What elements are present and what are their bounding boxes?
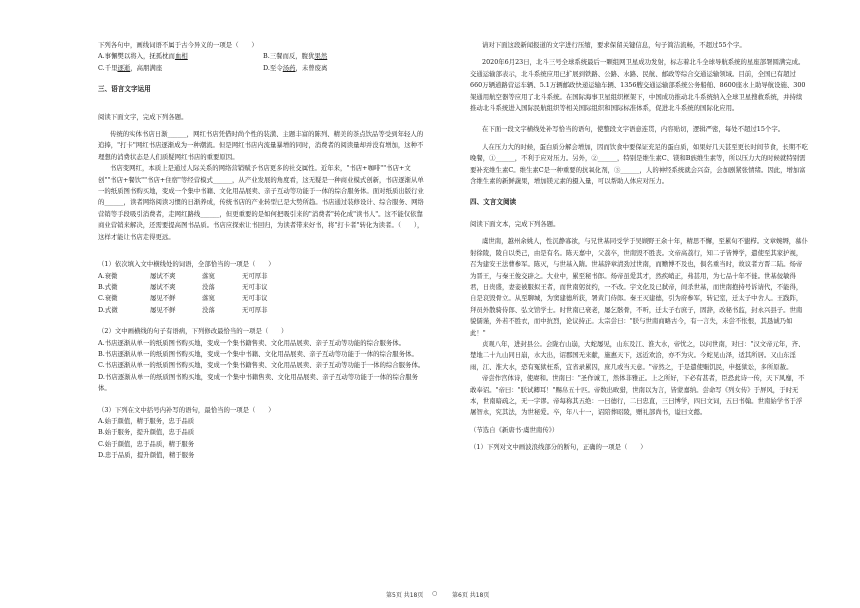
footer-separator: ○ <box>432 590 438 597</box>
question-3-stem: （3）下列在文中括号内补写的语句，最恰当的一项是（ ） <box>98 405 275 414</box>
q1-option-a: A.衰微 屡试不爽 落寞 无可厚非 <box>98 271 268 280</box>
right-column <box>470 40 808 454</box>
option-a: A.事懈樊以将入，抚孤枕而血相 <box>98 52 188 61</box>
question-1-stem: （1）依次填入文中横线处的词语，全部恰当的一项是（ ） <box>98 260 275 269</box>
q3-option-d: D.忠于品质，提升颜值，精于服务 <box>98 451 195 460</box>
q3-option-a: A.始于颜值，精于服务，忠于品质 <box>98 416 195 425</box>
q3-option-c: C.始于颜值，忠于品质，精于服务 <box>98 439 195 448</box>
section-heading-language: 三、语言文字运用 <box>98 85 151 94</box>
classical-paragraph-2: 贞观八年，进封县公。会陇右山崩，大蛇屡见，山东及江、淮大水，帝忧之，以问世南，对曰："汉文帝元年，齐、楚地二十九山同日崩，水大出，诏郡国无来献，施惠天下，远近欢洽，亦不为灾。今蛇见山泽，适其所居。又山东淫雨，江、淮大水，恐有冤狱枉系，宜省录累囚，庶几或当天意。"帝然之，于是遣使赈饥民，申挺狱讼，多所原赦。 <box>470 339 805 371</box>
q1-option-d: D.式微 屡见不鲜 没落 无可厚非 <box>98 305 268 314</box>
q3-option-b: B.始于服务，提升颜值，忠于品质 <box>98 428 195 437</box>
q1-option-b: B.式微 屡试不爽 没落 无可非议 <box>98 282 268 291</box>
option-d: D.至令汤药，未曾废离 <box>263 63 328 72</box>
page-number-right: 第6页 共18页 <box>452 592 490 599</box>
source-note: （节选自《新唐书·虞世南传》） <box>470 425 559 434</box>
q1-option-c: C.衰微 屡见不鲜 落寞 无可非议 <box>98 294 268 303</box>
question-1-options <box>98 271 428 317</box>
section-heading-classical: 四、文言文阅读 <box>470 198 517 207</box>
classical-paragraph-1: 虞世南，越州余姚人，性沉静寡欲，与兄世基同受学于吴顾野王余十年，精思不懈，至累旬不盥栉。文章婉缛，慕仆射徐陵，陵自以类己，由是有名。陈天嘉中，父荔卒，世南毁不胜丧。文帝高荔行，知二子皆博学，遣使至其家护视，召为建安王法曹参军。陈灭，与世基入隋。世基辞章清劲过世南，而赡博不及也，俱名重当时，故议者方晋二陆。炀帝为晋王，与秦王俊交辟之。大业中，累至秘书郎。炀帝虽爱其才，然疾峭正，弗甚用，为七品十年不徙。世基佞敏得君，日贵盛，妻妾被服拟王者，而世南躬贫约，一不改。宇文化及已弑帝，间杀世基，而世南抱持号诉请代，不能得，自是哀毁骨立。从至聊城，为窦建德所获，署黄门侍郎。秦王灭建德，引为府参军，转记室，迁太子中舍人。王践阼，拜员外散骑侍郎、弘文馆学士。时世南已衰老，屡乞骸骨，不听，迁太子右庶子，固辞，改秘书监，封永兴县子。世南貌儒谨，外若不胜衣，而中抗烈，论议持正。太宗尝曰："朕与世南商略古今，有一言失，未尝不怅恨，其恳诚乃如此！" <box>470 237 808 337</box>
fill-in-task: 在下面一段文字横线处补写恰当的语句，使整段文字语意连贯，内容贴切，逻辑严密，每处不超过15个字。 <box>482 125 785 134</box>
question-2-stem: （2）文中画横线的句子有语病，下列修改最恰当的一项是（ ） <box>98 327 288 336</box>
news-passage: 2020年6月23日，北斗三号全球系统最后一颗组网卫星成功发射，标志着北斗全球导航系统的星座部署圆满完成。交通运输部表示，北斗系统应用已扩展到铁路、公路、水路、民航、邮政等综合交通运输领域。目前，全国已有超过660万辆道路营运车辆、5.1万辆邮政快递运输车辆、1356艘交通运输部系统公务船舶、8600座水上助导航设施、300架通用航空器等应用了北斗系统。在国际海事卫星组织框架下，中国成功推动北斗系统纳入全球卫星搜救系统，并持续推动北斗系统进入国际民航组织等相关国际组织和国际标准体系，促进北斗系统的国际化应用。 <box>470 58 806 113</box>
compression-task: 请对下面这段新闻报道的文字进行压缩，要求保留关键信息，句子简洁流畅，不超过55个字。 <box>482 41 746 49</box>
q2-option-d: D.书店逐渐从单一的纸质图书购买地，变成一个集中书籍售卖、文化用品展卖、亲子互动等功能于一体的综合服务体。 <box>98 372 419 393</box>
q2-option-a: A.书店逐渐从单一的纸质图书购买地，变成一个集书籍售卖、文化用品展卖、亲子互动等功能的综合服务体。 <box>98 338 406 347</box>
fill-in-passage: 人在压力大的时候，蛋白质分解会增加，因而饮食中要保证充足的蛋白质，如果好几天甚至更长时间节食，长期不吃晚餐，①______，不利于应对压力。另外，②______，特别是维生素C、镁和B族维生素等，所以压力大的时候就特别需要补充维生素C。维生素C是一种重要的抗氧化剂，③______，人的神经系统就会兴奋，会加剧紧张情绪。因此，增加富含维生素的新鲜蔬果，增加镁元素的摄入量，可以帮助人体应对压力。 <box>470 142 808 186</box>
left-column <box>98 40 428 462</box>
passage-paragraph-2: 书店变网红，本质上是通过人际关系的网络营销赋予书店更多的社交属性。近年来，"书店+咖啡""书店+文创""书店+餐饮""书店+住宿"等经营模式______，从产业发展的角度看，这无疑是一种商业模式创新，书店逐渐从单一的纸质图书购买地，变成一个集中书籍、文化用品展卖、亲子互动等功能于一体的综合服务体。面对纸质出版行业的______，读者网络阅读习惯的日渐养成，传统书店的产业转型已是大势所趋。书店通过装修设计、综合服务、网络营销等手段吸引消费者，走网红路线______，但更重要的是如何把吸引来的"消费者"转化成"读书人"。这不能仅依靠商业营销来解决，还需要提高图书品质。书店应探索让书回归，为读者带来好书，将"打卡者"转化为读者。（ ），这样才能让书店走得更远。 <box>98 164 424 241</box>
passage-paragraph-1: 传统的实体书店日渐______，网红书店凭借时尚个性的装潢、主题丰富的陈列、精美的茶点饮品等受到年轻人的追捧，"打卡"网红书店逐渐成为一种潮流。但是网红书店内流量暴增的同时，消费者的阅读量却并没有增加，这种不理想的消费状态是人们质疑网红书店的重要原因。 <box>98 130 424 161</box>
classical-reading-instruction: 阅读下面文本，完成下列各题。 <box>470 219 560 228</box>
question-intro: 下列各句中，画线词语不属于古今异义的一项是（ ） <box>98 41 258 49</box>
option-b: B.三餐而反，腹犹果然 <box>263 52 328 61</box>
classical-paragraph-3: 帝尝作宫体诗，使赓和。世南曰："圣作诚工，然体非雅正。上之所好，下必有甚者，臣恐此诗一传，天下风靡，不敢奉诏。"帝曰："朕试卿耳！"赐帛五十匹。帝数出畋猎，世南以为言，皆蒙嘉纳。尝命写《列女传》于屏风，于时无本，世南暗疏之，无一字谬。帝每称其五绝：一曰德行，二曰忠直，三曰博学，四曰文词，五曰书翰。世南始学书于浮屠智永，究其法，为世秘爱。卒，年八十一，诏陪葬昭陵，赠礼部尚书，谥曰文懿。 <box>470 374 805 417</box>
q2-option-c: C.书店逐渐从单一的纸质图书购买地，变成一个集书籍售卖、文化用品展卖、亲子互动等功能于一体的综合服务体。 <box>98 361 425 370</box>
reading-instruction: 阅读下面文字，完成下列各题。 <box>98 112 188 121</box>
option-row-cd <box>98 63 428 74</box>
option-c: C.千里逐逝，高朋满座 <box>98 63 163 72</box>
q2-option-b: B.书店逐渐从单一的纸质图书购买地，变成一个集中书籍、文化用品展卖、亲子互动等功能于一体的综合服务体。 <box>98 349 418 358</box>
option-row-ab <box>98 51 428 62</box>
page-number-left: 第5页 共18页 <box>386 592 424 599</box>
classical-question-1-stem: （1）下列对文中画波浪线部分的断句，正确的一项是（ ） <box>470 443 647 452</box>
